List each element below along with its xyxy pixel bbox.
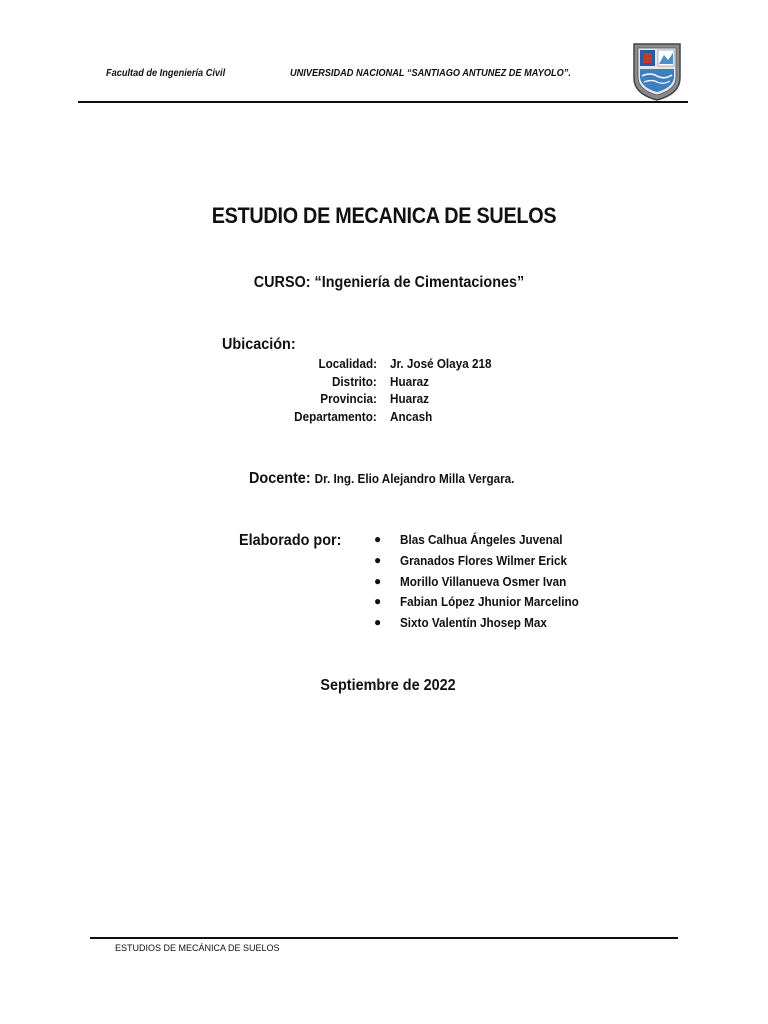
university-name: UNIVERSIDAD NACIONAL “SANTIAGO ANTUNEZ DE MAYOLO”. [290,68,571,79]
author-name: Granados Flores Wilmer Erick [400,552,568,568]
bullet-icon: ● [374,573,382,588]
location-key: Departamento: [294,408,377,424]
university-crest-icon [632,42,682,102]
location-value: Ancash [390,408,433,424]
author-name: Morillo Villanueva Osmer Ivan [400,573,567,589]
bullet-icon: ● [374,594,382,609]
location-row [240,356,560,374]
location-table [240,356,560,426]
location-value: Huaraz [390,373,430,389]
location-key: Distrito: [332,373,377,389]
author-name: Fabian López Jhunior Marcelino [400,594,579,610]
footer-divider [90,937,678,939]
location-row [240,391,560,409]
bullet-icon: ● [374,615,382,630]
teacher-label: Docente: [249,470,311,487]
location-row [240,409,560,427]
faculty-name: Facultad de Ingeniería Civil [106,68,226,79]
course-line: CURSO: “Ingeniería de Cimentaciones” [253,274,525,291]
footer-text: ESTUDIOS DE MECÁNICA DE SUELOS [115,943,280,953]
teacher-line [249,470,514,488]
location-label: Ubicación: [222,336,296,353]
bullet-icon: ● [374,552,382,567]
header-divider [78,101,688,103]
bullet-icon: ● [374,532,382,546]
author-name: Blas Calhua Ángeles Juvenal [400,532,563,547]
teacher-name: Dr. Ing. Elio Alejandro Milla Vergara. [314,471,515,486]
location-key: Localidad: [318,356,377,371]
document-title: ESTUDIO DE MECANICA DE SUELOS [211,203,557,228]
document-date: Septiembre de 2022 [320,677,456,694]
authors-label: Elaborado por: [239,532,342,549]
location-value: Jr. José Olaya 218 [390,356,492,371]
page-header [0,0,768,110]
author-name: Sixto Valentín Jhosep Max [400,615,547,631]
location-key: Provincia: [320,391,377,406]
location-value: Huaraz [390,391,430,406]
location-row [240,374,560,392]
